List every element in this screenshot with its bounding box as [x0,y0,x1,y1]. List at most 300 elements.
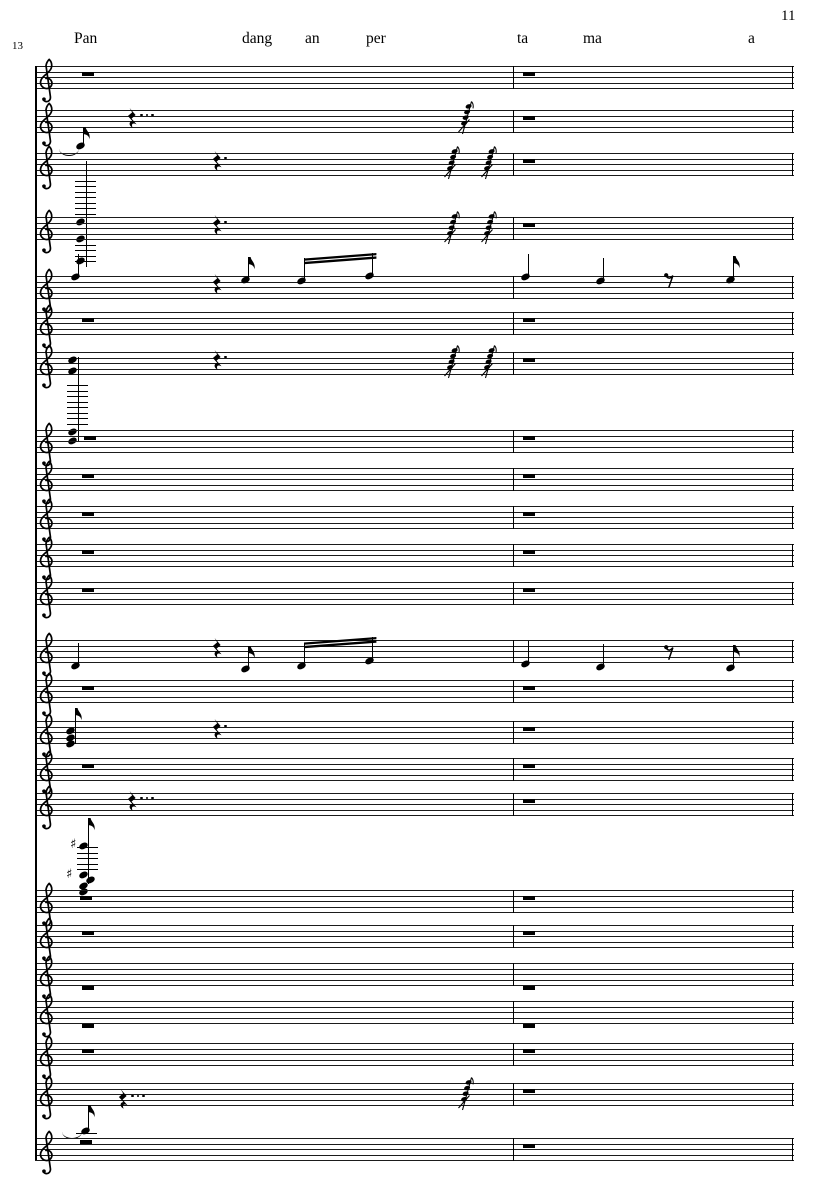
whole-rest [82,588,94,593]
staff-line [35,312,794,313]
whole-rest [523,474,535,479]
staff-line [35,447,794,448]
staff-line [35,593,794,594]
staff-line [35,793,794,794]
whole-rest [82,1024,94,1029]
treble-clef-icon [37,672,57,718]
whole-rest [523,1049,535,1054]
whole-rest [82,512,94,517]
treble-clef-icon [37,209,57,255]
staff-line [35,506,794,507]
staff-line [35,523,794,524]
staff-line [35,799,794,800]
staff-line [35,175,794,176]
grace-note-run [481,345,497,379]
barline [792,640,793,664]
page-number: 11 [781,8,796,24]
whole-rest [82,72,94,77]
ledger-line [67,391,88,392]
staff-line [35,764,794,765]
ledger-line [67,418,88,419]
treble-clef-icon [37,1130,57,1176]
staff-line [35,1054,794,1055]
staff-line [35,691,794,692]
staff-line [35,901,794,902]
staff-line [35,479,794,480]
barline [513,925,514,949]
staff-line [35,686,794,687]
ledger-line [77,847,98,848]
notehead [78,842,88,851]
staff-line [35,599,794,600]
staff-line [35,358,794,359]
barline [513,793,514,817]
staff-line [35,1155,794,1156]
whole-rest [82,764,94,769]
ledger-line [77,864,98,865]
staff-line [35,298,794,299]
augmentation-dot [224,356,227,359]
staff-line [35,223,794,224]
staff-line [35,1083,794,1084]
barline [513,1083,514,1107]
whole-rest [523,358,535,363]
staff-line [35,912,794,913]
notehead [75,257,85,266]
treble-clef-icon [37,1075,57,1121]
barline [513,721,514,745]
ledger-line [75,203,96,204]
staff-line [35,468,794,469]
barline [513,680,514,704]
whole-rest [523,72,535,77]
eighth-flag [89,1105,96,1118]
barline [513,276,514,300]
barline [792,582,793,606]
staff-line [35,604,794,605]
note-stem [528,641,529,664]
grace-note-run [444,345,460,379]
staff-line [35,758,794,759]
quarter-rest [212,719,222,739]
barline [792,1083,793,1107]
note-stem [88,818,89,884]
barline [513,1138,514,1162]
barline [513,352,514,376]
staff-line [35,1160,794,1161]
lyric-syllable: ma [583,30,602,47]
staff-line [35,697,794,698]
whole-rest [523,318,535,323]
staff-line [35,170,794,171]
grace-note-run [458,1077,474,1111]
barline [792,1138,793,1162]
augmentation-dot [224,157,227,160]
note-stem [603,258,604,281]
quarter-rest [127,791,137,811]
staff-line [35,890,794,891]
whole-rest [82,986,94,991]
staff-line [35,1043,794,1044]
barline [513,1001,514,1025]
whole-rest [523,588,535,593]
ledger-line [75,208,96,209]
whole-rest [523,1089,535,1094]
staff-line [35,452,794,453]
lyric-syllable: dang [242,30,273,47]
treble-clef-icon [37,145,57,191]
barline [513,582,514,606]
staff-line [35,363,794,364]
quarter-rest [212,151,222,171]
note-stem [603,644,604,667]
ledger-line [75,214,96,215]
staff-line [35,582,794,583]
staff-line [35,743,794,744]
whole-rest [82,931,94,936]
eighth-flag [734,645,741,658]
staff-line [35,566,794,567]
staff-line [35,721,794,722]
whole-rest [523,896,535,901]
staff-line [35,947,794,948]
barline [513,110,514,134]
staff-line [35,66,794,67]
staff-line [35,228,794,229]
ledger-line [75,250,96,251]
lyric-syllable: ta [517,30,529,47]
augmentation-dot [146,797,149,800]
augmentation-dot [142,1095,145,1098]
staff-line [35,1138,794,1139]
staff-line [35,436,794,437]
staff-line [35,1023,794,1024]
staff-line [35,1018,794,1019]
barline [792,276,793,300]
barline [513,640,514,664]
eighth-flag [76,708,83,721]
staff-line [35,974,794,975]
measure-number: 13 [12,40,23,52]
staff-line [35,1144,794,1145]
staff-line [35,662,794,663]
whole-rest [82,318,94,323]
staff-line [35,153,794,154]
sharp-accidental: ♯ [66,867,73,882]
staff-line [35,925,794,926]
staff-line [35,323,794,324]
quarter-rest [118,1089,128,1109]
ledger-line [75,186,96,187]
staff-line [35,969,794,970]
whole-rest [82,1049,94,1054]
staff-line [35,555,794,556]
staff-line [35,680,794,681]
whole-rest [523,799,535,804]
staff-line [35,1060,794,1061]
ledger-line [75,245,96,246]
barline [792,544,793,568]
ledger-line [67,407,88,408]
staff-line [35,217,794,218]
whole-rest [82,550,94,555]
staff-line [35,942,794,943]
lyric-syllable: per [366,30,386,47]
staff-line [35,1012,794,1013]
note-stem [528,254,529,277]
ledger-line [75,197,96,198]
eighth-flag [249,646,256,659]
staff-line [35,804,794,805]
note-stem [78,254,79,277]
barline [513,312,514,336]
whole-rest [80,1140,92,1145]
barline [792,66,793,90]
sharp-accidental: ♯ [70,837,77,852]
barline [792,430,793,454]
staff-line [35,815,794,816]
whole-rest [80,896,92,901]
staff-line [35,318,794,319]
staff-line [35,896,794,897]
barline [792,793,793,817]
whole-rest [523,686,535,691]
eighth-rest [664,644,674,660]
whole-rest [523,223,535,228]
staff-line [35,1100,794,1101]
barline [792,721,793,745]
barline [792,925,793,949]
staff-line [35,657,794,658]
staff-line [35,441,794,442]
staff-line [35,963,794,964]
grace-note-run [458,101,474,135]
staff-line [35,127,794,128]
ledger-line [77,869,98,870]
barline [792,110,793,134]
eighth-rest [664,272,674,288]
barline [792,758,793,782]
barline [513,506,514,530]
staff-line [35,544,794,545]
beam [304,252,376,264]
treble-clef-icon [37,102,57,148]
barline [792,506,793,530]
barline [513,1043,514,1067]
whole-rest [82,474,94,479]
staff-line [35,936,794,937]
whole-rest [523,159,535,164]
staff-line [35,239,794,240]
staff-line [35,738,794,739]
staff-line [35,490,794,491]
treble-clef-icon [37,344,57,390]
barline [792,153,793,177]
treble-clef-icon [37,785,57,831]
staff-line [35,732,794,733]
whole-rest [523,1024,535,1029]
beam [304,636,376,648]
whole-rest [523,764,535,769]
staff-line [35,646,794,647]
staff-line [35,430,794,431]
barline [513,66,514,90]
whole-rest [523,727,535,732]
staff-line [35,1149,794,1150]
grace-note-run [481,146,497,180]
augmentation-dot [151,797,154,800]
barline [513,217,514,241]
quarter-rest [212,638,222,658]
lyric-syllable: a [748,30,755,47]
ledger-line [75,192,96,193]
barline [513,963,514,987]
lyric-syllable: Pan [74,30,98,47]
staff-line [35,1105,794,1106]
barline [513,758,514,782]
whole-rest [84,436,96,441]
barline [792,890,793,914]
grace-note-run [444,211,460,245]
staff-line [35,550,794,551]
system-barline [35,66,37,1160]
staff-line [35,1007,794,1008]
staff-line [35,651,794,652]
augmentation-dot [224,221,227,224]
whole-rest [523,931,535,936]
staff-line [35,517,794,518]
note-stem [78,643,79,666]
staff-line [35,907,794,908]
eighth-flag [734,256,741,269]
augmentation-dot [140,114,143,117]
barline [792,217,793,241]
ledger-line [77,858,98,859]
ledger-line [67,424,88,425]
staff-line [35,369,794,370]
lyric-syllable: an [305,30,320,47]
staff-line [35,931,794,932]
staff-line [35,293,794,294]
staff-line [35,640,794,641]
staff-line [35,1094,794,1095]
staff-line [35,769,794,770]
staff-line [35,110,794,111]
staff-line [35,588,794,589]
staff-line [35,810,794,811]
staff-line [35,334,794,335]
quarter-rest [127,108,137,128]
staff-line [35,1089,794,1090]
ledger-line [77,853,98,854]
staff-line [35,329,794,330]
staff-line [35,287,794,288]
eighth-flag [89,818,96,831]
staff-line [35,1049,794,1050]
ledger-line [67,402,88,403]
staff-line [35,276,794,277]
staff-line [35,164,794,165]
ledger-line [67,385,88,386]
quarter-rest [212,274,222,294]
staff-line [35,72,794,73]
staff-line [35,234,794,235]
barline [513,544,514,568]
barline [513,468,514,492]
staff-line [35,702,794,703]
whole-rest [523,1144,535,1149]
barline [513,890,514,914]
staff-line [35,77,794,78]
ledger-line [67,396,88,397]
tie [59,148,79,156]
staff-line [35,561,794,562]
treble-clef-icon [37,58,57,104]
barline [513,430,514,454]
ledger-line [75,181,96,182]
staff-line [35,512,794,513]
staff-line [35,116,794,117]
staff-line [35,727,794,728]
staff-line [35,88,794,89]
staff-line [35,985,794,986]
barline [792,352,793,376]
staff-line [35,352,794,353]
augmentation-dot [151,114,154,117]
staff-line [35,528,794,529]
staff-line [35,1001,794,1002]
ledger-line [67,413,88,414]
barline [513,153,514,177]
staff-line [35,474,794,475]
staff-line [35,83,794,84]
eighth-flag [249,257,256,270]
staff-line [35,780,794,781]
treble-clef-icon [37,993,57,1039]
staff-line [35,282,794,283]
staff-line [35,159,794,160]
staff-line [35,775,794,776]
staff-line [35,132,794,133]
staff-line [35,980,794,981]
whole-rest [82,686,94,691]
grace-note-run [481,211,497,245]
staff-line [35,374,794,375]
whole-rest [523,986,535,991]
grace-note-run [444,146,460,180]
staff-line [35,485,794,486]
augmentation-dot [224,725,227,728]
barline [792,680,793,704]
staff-line [35,1065,794,1066]
barline [792,468,793,492]
augmentation-dot [140,797,143,800]
augmentation-dot [137,1095,140,1098]
quarter-rest [212,350,222,370]
barline [792,963,793,987]
augmentation-dot [146,114,149,117]
augmentation-dot [131,1095,134,1098]
barline [792,1001,793,1025]
whole-rest [523,512,535,517]
treble-clef-icon [37,574,57,620]
quarter-rest [212,215,222,235]
eighth-flag [84,127,91,140]
whole-rest [523,550,535,555]
barline [792,312,793,336]
whole-rest [523,436,535,441]
staff-line [35,121,794,122]
